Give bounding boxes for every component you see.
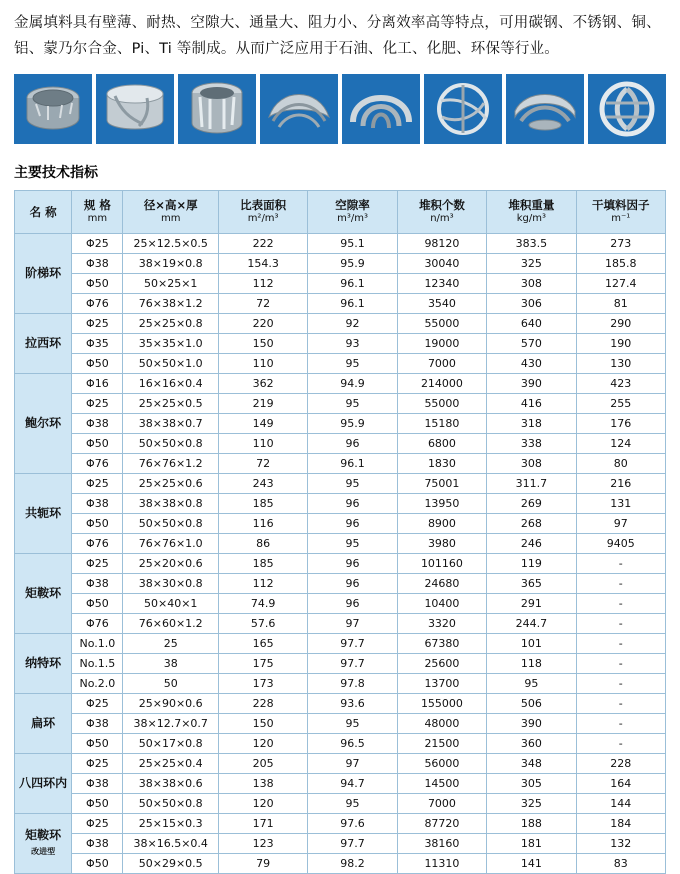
metal-arc-ring-photo bbox=[588, 74, 666, 144]
cell-weight: 348 bbox=[487, 754, 576, 774]
cell-dimension: 16×16×0.4 bbox=[123, 374, 218, 394]
cell-weight: 506 bbox=[487, 694, 576, 714]
cell-void: 94.7 bbox=[308, 774, 397, 794]
cell-weight: 640 bbox=[487, 314, 576, 334]
cell-area: 72 bbox=[218, 294, 307, 314]
cell-spec: Φ16 bbox=[72, 374, 123, 394]
cell-factor: 273 bbox=[576, 234, 665, 254]
cell-weight: 308 bbox=[487, 454, 576, 474]
cell-spec: No.2.0 bbox=[72, 674, 123, 694]
cell-area: 149 bbox=[218, 414, 307, 434]
cell-factor: - bbox=[576, 554, 665, 574]
cell-weight: 308 bbox=[487, 274, 576, 294]
cell-spec: Φ50 bbox=[72, 854, 123, 874]
cell-spec: Φ25 bbox=[72, 234, 123, 254]
cell-count: 214000 bbox=[397, 374, 486, 394]
cell-area: 120 bbox=[218, 794, 307, 814]
cell-dimension: 25×20×0.6 bbox=[123, 554, 218, 574]
cell-factor: - bbox=[576, 574, 665, 594]
cell-area: 205 bbox=[218, 754, 307, 774]
table-row bbox=[15, 634, 666, 654]
table-row bbox=[15, 574, 666, 594]
cell-dimension: 25×25×0.4 bbox=[123, 754, 218, 774]
cell-spec: Φ25 bbox=[72, 754, 123, 774]
cell-count: 98120 bbox=[397, 234, 486, 254]
cell-void: 96 bbox=[308, 494, 397, 514]
cell-factor: - bbox=[576, 634, 665, 654]
cell-dimension: 50 bbox=[123, 674, 218, 694]
cell-count: 3540 bbox=[397, 294, 486, 314]
cell-spec: Φ76 bbox=[72, 534, 123, 554]
cell-dimension: 76×76×1.2 bbox=[123, 454, 218, 474]
metal-nutter-ring-photo bbox=[424, 74, 502, 144]
cell-spec: No.1.5 bbox=[72, 654, 123, 674]
cell-void: 95 bbox=[308, 394, 397, 414]
cell-area: 219 bbox=[218, 394, 307, 414]
cell-area: 116 bbox=[218, 514, 307, 534]
table-row bbox=[15, 454, 666, 474]
cell-spec: Φ50 bbox=[72, 354, 123, 374]
cell-count: 1830 bbox=[397, 454, 486, 474]
cell-count: 67380 bbox=[397, 634, 486, 654]
table-row bbox=[15, 654, 666, 674]
cell-area: 243 bbox=[218, 474, 307, 494]
table-row bbox=[15, 714, 666, 734]
cell-factor: 164 bbox=[576, 774, 665, 794]
cell-count: 55000 bbox=[397, 394, 486, 414]
header-bulk-weight: 堆积重量 kg/m³ bbox=[487, 191, 576, 234]
cell-void: 95.9 bbox=[308, 414, 397, 434]
cell-void: 96 bbox=[308, 574, 397, 594]
cell-count: 3980 bbox=[397, 534, 486, 554]
table-row bbox=[15, 514, 666, 534]
cell-count: 6800 bbox=[397, 434, 486, 454]
cell-dimension: 76×38×1.2 bbox=[123, 294, 218, 314]
cell-factor: - bbox=[576, 734, 665, 754]
cell-factor: 190 bbox=[576, 334, 665, 354]
cell-weight: 188 bbox=[487, 814, 576, 834]
cell-count: 12340 bbox=[397, 274, 486, 294]
header-dimension: 径×高×厚 mm bbox=[123, 191, 218, 234]
header-spec: 规 格 mm bbox=[72, 191, 123, 234]
cell-dimension: 50×50×0.8 bbox=[123, 794, 218, 814]
cell-count: 7000 bbox=[397, 354, 486, 374]
cell-area: 86 bbox=[218, 534, 307, 554]
cell-dimension: 25×15×0.3 bbox=[123, 814, 218, 834]
cell-factor: - bbox=[576, 594, 665, 614]
cell-void: 97 bbox=[308, 754, 397, 774]
cell-void: 93.6 bbox=[308, 694, 397, 714]
cell-area: 120 bbox=[218, 734, 307, 754]
cell-spec: No.1.0 bbox=[72, 634, 123, 654]
cell-void: 96.5 bbox=[308, 734, 397, 754]
cell-weight: 101 bbox=[487, 634, 576, 654]
cell-weight: 246 bbox=[487, 534, 576, 554]
cell-spec: Φ76 bbox=[72, 614, 123, 634]
cell-weight: 416 bbox=[487, 394, 576, 414]
section-title: 主要技术指标 bbox=[14, 165, 98, 181]
cell-void: 95 bbox=[308, 794, 397, 814]
cell-spec: Φ25 bbox=[72, 814, 123, 834]
cell-count: 24680 bbox=[397, 574, 486, 594]
cell-dimension: 25×25×0.5 bbox=[123, 394, 218, 414]
metal-conjugate-ring-photo bbox=[342, 74, 420, 144]
cell-weight: 318 bbox=[487, 414, 576, 434]
cell-void: 95.1 bbox=[308, 234, 397, 254]
cell-factor: - bbox=[576, 714, 665, 734]
cell-void: 95 bbox=[308, 534, 397, 554]
cell-void: 97 bbox=[308, 614, 397, 634]
cell-count: 155000 bbox=[397, 694, 486, 714]
cell-factor: 81 bbox=[576, 294, 665, 314]
table-row bbox=[15, 814, 666, 834]
cell-spec: Φ50 bbox=[72, 794, 123, 814]
cell-area: 112 bbox=[218, 274, 307, 294]
table-row bbox=[15, 314, 666, 334]
group-label: 拉西环 bbox=[15, 314, 72, 374]
group-label: 扁环 bbox=[15, 694, 72, 754]
cell-count: 14500 bbox=[397, 774, 486, 794]
cell-void: 95 bbox=[308, 474, 397, 494]
cell-count: 21500 bbox=[397, 734, 486, 754]
table-row bbox=[15, 794, 666, 814]
cell-count: 56000 bbox=[397, 754, 486, 774]
cell-count: 11310 bbox=[397, 854, 486, 874]
cell-factor: 132 bbox=[576, 834, 665, 854]
cell-count: 8900 bbox=[397, 514, 486, 534]
cell-factor: 131 bbox=[576, 494, 665, 514]
cell-weight: 390 bbox=[487, 714, 576, 734]
cell-area: 74.9 bbox=[218, 594, 307, 614]
cell-spec: Φ76 bbox=[72, 454, 123, 474]
table-row bbox=[15, 554, 666, 574]
table-row bbox=[15, 354, 666, 374]
cell-area: 110 bbox=[218, 434, 307, 454]
cell-spec: Φ76 bbox=[72, 294, 123, 314]
cell-void: 97.7 bbox=[308, 834, 397, 854]
cell-spec: Φ50 bbox=[72, 734, 123, 754]
cell-dimension: 50×25×1 bbox=[123, 274, 218, 294]
cell-factor: 185.8 bbox=[576, 254, 665, 274]
cell-dimension: 38 bbox=[123, 654, 218, 674]
cell-spec: Φ38 bbox=[72, 834, 123, 854]
cell-weight: 268 bbox=[487, 514, 576, 534]
header-specific-area: 比表面积 m²/m³ bbox=[218, 191, 307, 234]
metal-saddle-ring-photo bbox=[260, 74, 338, 144]
cell-area: 173 bbox=[218, 674, 307, 694]
table-row bbox=[15, 594, 666, 614]
cell-void: 97.7 bbox=[308, 654, 397, 674]
cell-dimension: 38×19×0.8 bbox=[123, 254, 218, 274]
cell-weight: 338 bbox=[487, 434, 576, 454]
header-name: 名 称 bbox=[15, 191, 72, 234]
cell-void: 96.1 bbox=[308, 274, 397, 294]
cell-dimension: 76×76×1.0 bbox=[123, 534, 218, 554]
cell-weight: 291 bbox=[487, 594, 576, 614]
cell-dimension: 25×25×0.8 bbox=[123, 314, 218, 334]
cell-weight: 244.7 bbox=[487, 614, 576, 634]
cell-area: 171 bbox=[218, 814, 307, 834]
cell-weight: 365 bbox=[487, 574, 576, 594]
cell-dimension: 35×35×1.0 bbox=[123, 334, 218, 354]
cell-area: 150 bbox=[218, 714, 307, 734]
cell-area: 57.6 bbox=[218, 614, 307, 634]
cell-count: 48000 bbox=[397, 714, 486, 734]
group-label-note: 改进型 bbox=[31, 846, 56, 856]
cell-void: 97.8 bbox=[308, 674, 397, 694]
cell-spec: Φ38 bbox=[72, 774, 123, 794]
header-dry-packing-factor: 干填料因子 m⁻¹ bbox=[576, 191, 665, 234]
cell-count: 13700 bbox=[397, 674, 486, 694]
header-piece-count: 堆积个数 n/m³ bbox=[397, 191, 486, 234]
cell-void: 95.9 bbox=[308, 254, 397, 274]
cell-weight: 311.7 bbox=[487, 474, 576, 494]
cell-spec: Φ35 bbox=[72, 334, 123, 354]
table-header-row bbox=[15, 191, 666, 234]
cell-spec: Φ25 bbox=[72, 554, 123, 574]
table-row bbox=[15, 274, 666, 294]
cell-dimension: 38×16.5×0.4 bbox=[123, 834, 218, 854]
cell-area: 154.3 bbox=[218, 254, 307, 274]
table-body bbox=[15, 234, 666, 874]
table-row bbox=[15, 774, 666, 794]
cell-factor: 144 bbox=[576, 794, 665, 814]
cell-spec: Φ50 bbox=[72, 594, 123, 614]
cell-dimension: 76×60×1.2 bbox=[123, 614, 218, 634]
metal-pall-ring-photo bbox=[14, 74, 92, 144]
group-label: 纳特环 bbox=[15, 634, 72, 694]
cell-spec: Φ25 bbox=[72, 694, 123, 714]
table-row bbox=[15, 674, 666, 694]
cell-spec: Φ38 bbox=[72, 714, 123, 734]
cell-void: 98.2 bbox=[308, 854, 397, 874]
cell-weight: 360 bbox=[487, 734, 576, 754]
cell-dimension: 38×30×0.8 bbox=[123, 574, 218, 594]
cell-void: 96 bbox=[308, 594, 397, 614]
table-row bbox=[15, 754, 666, 774]
intro-paragraph: 金属填料具有壁薄、耐热、空隙大、通量大、阻力小、分离效率高等特点，可用碳钢、不锈钢、铜、铝、蒙乃尔合金、Pi、Ti 等制成。从而广泛应用于石油、化工、化肥、环保等行业。 bbox=[14, 15, 661, 57]
group-label: 矩鞍环 bbox=[15, 554, 72, 634]
metal-cascade-ring-photo bbox=[96, 74, 174, 144]
cell-area: 72 bbox=[218, 454, 307, 474]
cell-area: 185 bbox=[218, 494, 307, 514]
cell-dimension: 50×40×1 bbox=[123, 594, 218, 614]
cell-spec: Φ38 bbox=[72, 254, 123, 274]
cell-area: 138 bbox=[218, 774, 307, 794]
cell-factor: 80 bbox=[576, 454, 665, 474]
cell-factor: - bbox=[576, 614, 665, 634]
spec-table bbox=[14, 190, 666, 874]
cell-dimension: 50×50×0.8 bbox=[123, 434, 218, 454]
cell-void: 96 bbox=[308, 514, 397, 534]
table-row bbox=[15, 294, 666, 314]
cell-weight: 305 bbox=[487, 774, 576, 794]
cell-factor: - bbox=[576, 654, 665, 674]
cell-area: 165 bbox=[218, 634, 307, 654]
table-row bbox=[15, 434, 666, 454]
table-row bbox=[15, 494, 666, 514]
cell-spec: Φ38 bbox=[72, 414, 123, 434]
header-void-fraction: 空隙率 m³/m³ bbox=[308, 191, 397, 234]
cell-factor: 255 bbox=[576, 394, 665, 414]
cell-area: 185 bbox=[218, 554, 307, 574]
cell-dimension: 50×29×0.5 bbox=[123, 854, 218, 874]
cell-void: 94.9 bbox=[308, 374, 397, 394]
cell-count: 15180 bbox=[397, 414, 486, 434]
cell-dimension: 38×38×0.6 bbox=[123, 774, 218, 794]
product-photo-gallery bbox=[14, 74, 666, 144]
table-row bbox=[15, 694, 666, 714]
cell-count: 19000 bbox=[397, 334, 486, 354]
cell-spec: Φ50 bbox=[72, 514, 123, 534]
cell-area: 79 bbox=[218, 854, 307, 874]
table-row bbox=[15, 474, 666, 494]
cell-dimension: 25×25×0.6 bbox=[123, 474, 218, 494]
cell-void: 97.7 bbox=[308, 634, 397, 654]
cell-factor: 83 bbox=[576, 854, 665, 874]
cell-spec: Φ38 bbox=[72, 574, 123, 594]
cell-count: 25600 bbox=[397, 654, 486, 674]
cell-dimension: 25×12.5×0.5 bbox=[123, 234, 218, 254]
table-row bbox=[15, 734, 666, 754]
cell-void: 95 bbox=[308, 354, 397, 374]
cell-factor: 130 bbox=[576, 354, 665, 374]
cell-weight: 269 bbox=[487, 494, 576, 514]
intro-paragraph-block bbox=[0, 0, 680, 62]
cell-area: 362 bbox=[218, 374, 307, 394]
cell-factor: - bbox=[576, 694, 665, 714]
cell-dimension: 38×12.7×0.7 bbox=[123, 714, 218, 734]
cell-spec: Φ25 bbox=[72, 314, 123, 334]
cell-spec: Φ50 bbox=[72, 274, 123, 294]
cell-factor: - bbox=[576, 674, 665, 694]
group-label-text: 矩鞍环 bbox=[25, 827, 62, 842]
table-row bbox=[15, 394, 666, 414]
cell-spec: Φ25 bbox=[72, 474, 123, 494]
cell-weight: 430 bbox=[487, 354, 576, 374]
cell-area: 110 bbox=[218, 354, 307, 374]
cell-spec: Φ38 bbox=[72, 494, 123, 514]
cell-area: 150 bbox=[218, 334, 307, 354]
cell-dimension: 50×17×0.8 bbox=[123, 734, 218, 754]
cell-count: 55000 bbox=[397, 314, 486, 334]
metal-raschig-ring-photo bbox=[178, 74, 256, 144]
cell-dimension: 38×38×0.8 bbox=[123, 494, 218, 514]
cell-count: 101160 bbox=[397, 554, 486, 574]
cell-dimension: 25×90×0.6 bbox=[123, 694, 218, 714]
cell-count: 13950 bbox=[397, 494, 486, 514]
cell-weight: 119 bbox=[487, 554, 576, 574]
cell-weight: 390 bbox=[487, 374, 576, 394]
cell-void: 95 bbox=[308, 714, 397, 734]
cell-factor: 228 bbox=[576, 754, 665, 774]
group-label: 八四环内 bbox=[15, 754, 72, 814]
cell-factor: 184 bbox=[576, 814, 665, 834]
cell-weight: 141 bbox=[487, 854, 576, 874]
cell-dimension: 50×50×0.8 bbox=[123, 514, 218, 534]
cell-count: 38160 bbox=[397, 834, 486, 854]
table-row bbox=[15, 334, 666, 354]
table-row bbox=[15, 834, 666, 854]
cell-spec: Φ25 bbox=[72, 394, 123, 414]
cell-count: 87720 bbox=[397, 814, 486, 834]
cell-void: 92 bbox=[308, 314, 397, 334]
cell-count: 10400 bbox=[397, 594, 486, 614]
cell-factor: 216 bbox=[576, 474, 665, 494]
cell-weight: 118 bbox=[487, 654, 576, 674]
cell-count: 3320 bbox=[397, 614, 486, 634]
group-label: 阶梯环 bbox=[15, 234, 72, 314]
table-row bbox=[15, 854, 666, 874]
cell-factor: 124 bbox=[576, 434, 665, 454]
cell-area: 112 bbox=[218, 574, 307, 594]
table-row bbox=[15, 414, 666, 434]
cell-void: 96.1 bbox=[308, 294, 397, 314]
cell-factor: 423 bbox=[576, 374, 665, 394]
cell-factor: 9405 bbox=[576, 534, 665, 554]
table-row bbox=[15, 614, 666, 634]
group-label bbox=[15, 814, 72, 874]
cell-void: 96 bbox=[308, 434, 397, 454]
cell-weight: 325 bbox=[487, 254, 576, 274]
cell-dimension: 50×50×1.0 bbox=[123, 354, 218, 374]
cell-count: 7000 bbox=[397, 794, 486, 814]
cell-factor: 127.4 bbox=[576, 274, 665, 294]
cell-area: 222 bbox=[218, 234, 307, 254]
cell-area: 220 bbox=[218, 314, 307, 334]
cell-weight: 95 bbox=[487, 674, 576, 694]
group-label: 鲍尔环 bbox=[15, 374, 72, 474]
cell-void: 96.1 bbox=[308, 454, 397, 474]
table-row bbox=[15, 374, 666, 394]
table-row bbox=[15, 254, 666, 274]
table-row bbox=[15, 234, 666, 254]
group-label: 共轭环 bbox=[15, 474, 72, 554]
cell-area: 228 bbox=[218, 694, 307, 714]
cell-count: 75001 bbox=[397, 474, 486, 494]
cell-area: 123 bbox=[218, 834, 307, 854]
cell-spec: Φ50 bbox=[72, 434, 123, 454]
cell-dimension: 25 bbox=[123, 634, 218, 654]
cell-dimension: 38×38×0.7 bbox=[123, 414, 218, 434]
cell-weight: 181 bbox=[487, 834, 576, 854]
cell-weight: 570 bbox=[487, 334, 576, 354]
cell-weight: 383.5 bbox=[487, 234, 576, 254]
metal-flat-ring-photo bbox=[506, 74, 584, 144]
table-row bbox=[15, 534, 666, 554]
cell-area: 175 bbox=[218, 654, 307, 674]
cell-void: 93 bbox=[308, 334, 397, 354]
cell-weight: 325 bbox=[487, 794, 576, 814]
cell-factor: 290 bbox=[576, 314, 665, 334]
cell-void: 96 bbox=[308, 554, 397, 574]
cell-void: 97.6 bbox=[308, 814, 397, 834]
cell-weight: 306 bbox=[487, 294, 576, 314]
cell-factor: 176 bbox=[576, 414, 665, 434]
cell-factor: 97 bbox=[576, 514, 665, 534]
cell-count: 30040 bbox=[397, 254, 486, 274]
